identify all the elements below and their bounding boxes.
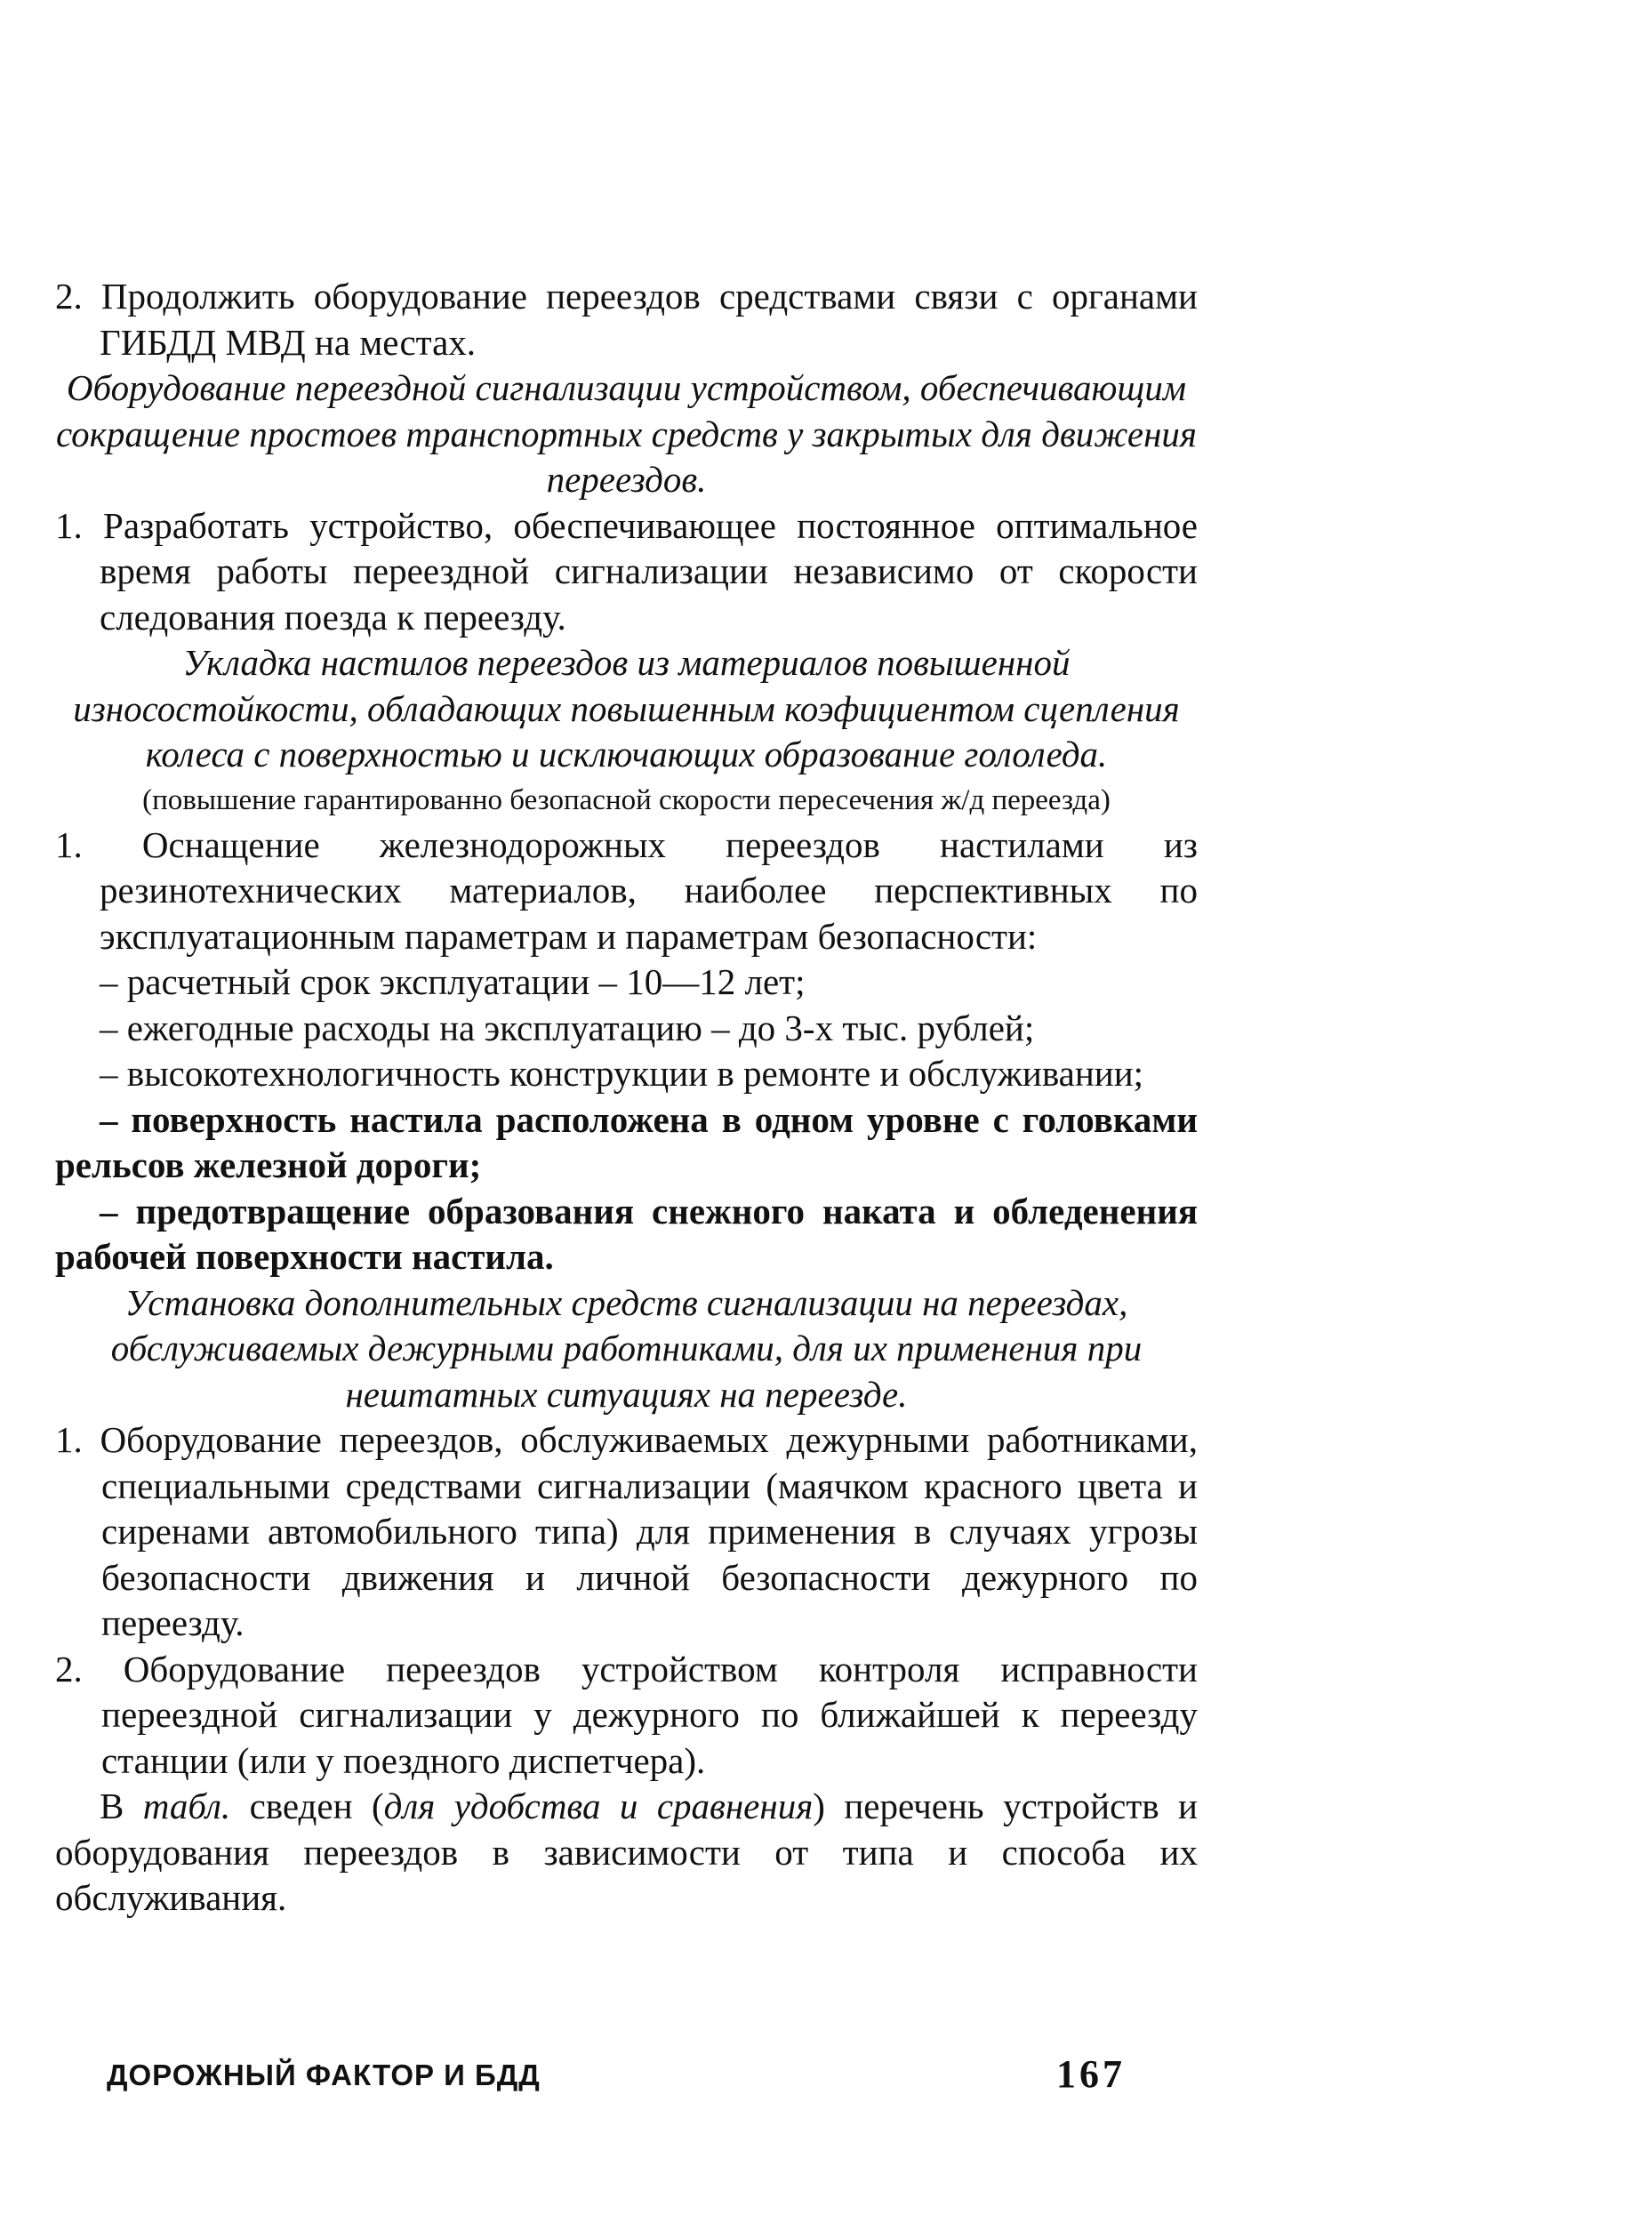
list-item: 2. Продолжить оборудование переездов средствами связи с органами ГИБДД МВД на местах. — [55, 276, 1198, 363]
closing-text: В — [100, 1786, 143, 1826]
section-heading: Оборудование переездной сигнализации устройством, обеспечивающим сокращение простоев транспортных средств у закрытых для движения переездов. — [56, 367, 1197, 500]
table-reference: табл. — [142, 1786, 231, 1826]
section-heading: Укладка настилов переездов из материалов повышенной износостойкости, обладающих повышенным коэфициентом сцепления колеса с поверхностью и исключающих образование гололеда. — [73, 642, 1180, 774]
bold-dash-item: – поверхность настила расположена в одном уровне с головками рельсов железной дороги; — [55, 1098, 1198, 1185]
closing-text: сведен ( — [230, 1786, 384, 1826]
list-item: 1. Оснащение железнодорожных переездов настилами из резинотехнических материалов, наиболее перспективных по эксплуатационным параметрам и параметрам безопасности: — [55, 823, 1198, 957]
dash-item: – расчетный срок эксплуатации – 10—12 лет; — [100, 961, 806, 1002]
section-note: (повышение гарантированно безопасной скорости пересечения ж/д переезда) — [142, 783, 1111, 816]
dash-item: – ежегодные расходы на эксплуатацию – до 3-х тыс. рублей; — [100, 1007, 1035, 1048]
list-item: 1. Разработать устройство, обеспечивающее постоянное оптимальное время работы переездной сигнализации независимо от скорости следования поезда к переезду. — [55, 504, 1198, 638]
running-title: ДОРОЖНЫЙ ФАКТОР И БДД — [107, 2058, 541, 2091]
section-heading: Установка дополнительных средств сигнализации на переездах, обслуживаемых дежурными работниками, для их применения при нештатных ситуациях на переезде. — [110, 1281, 1143, 1415]
dash-item: – высокотехнологичность конструкции в ремонте и обслуживании; — [100, 1053, 1144, 1094]
page-body — [55, 274, 1198, 1922]
closing-paragraph — [55, 1784, 1198, 1922]
list-item: 1. Оборудование переездов, обслуживаемых дежурными работниками, специальными средствами сигнализации (маячком красного цвета и сиренами автомобильного типа) для применения в случаях угрозы безопасности движения и личной безопасности дежурного по переезду. — [55, 1419, 1198, 1643]
italic-phrase: для удобства и сравнения — [383, 1786, 814, 1826]
bold-dash-item: – предотвращение образования снежного наката и обледенения рабочей поверхности настила. — [55, 1190, 1198, 1277]
page-number: 167 — [1056, 2052, 1126, 2096]
closing-text: ) перечень устройств и оборудования переездов в зависимости от типа и способа их обслуживания. — [55, 1786, 1198, 1918]
list-item: 2. Оборудование переездов устройством контроля исправности переездной сигнализации у дежурного по ближайшей к переезду станции (или у поездного диспетчера). — [55, 1648, 1198, 1781]
